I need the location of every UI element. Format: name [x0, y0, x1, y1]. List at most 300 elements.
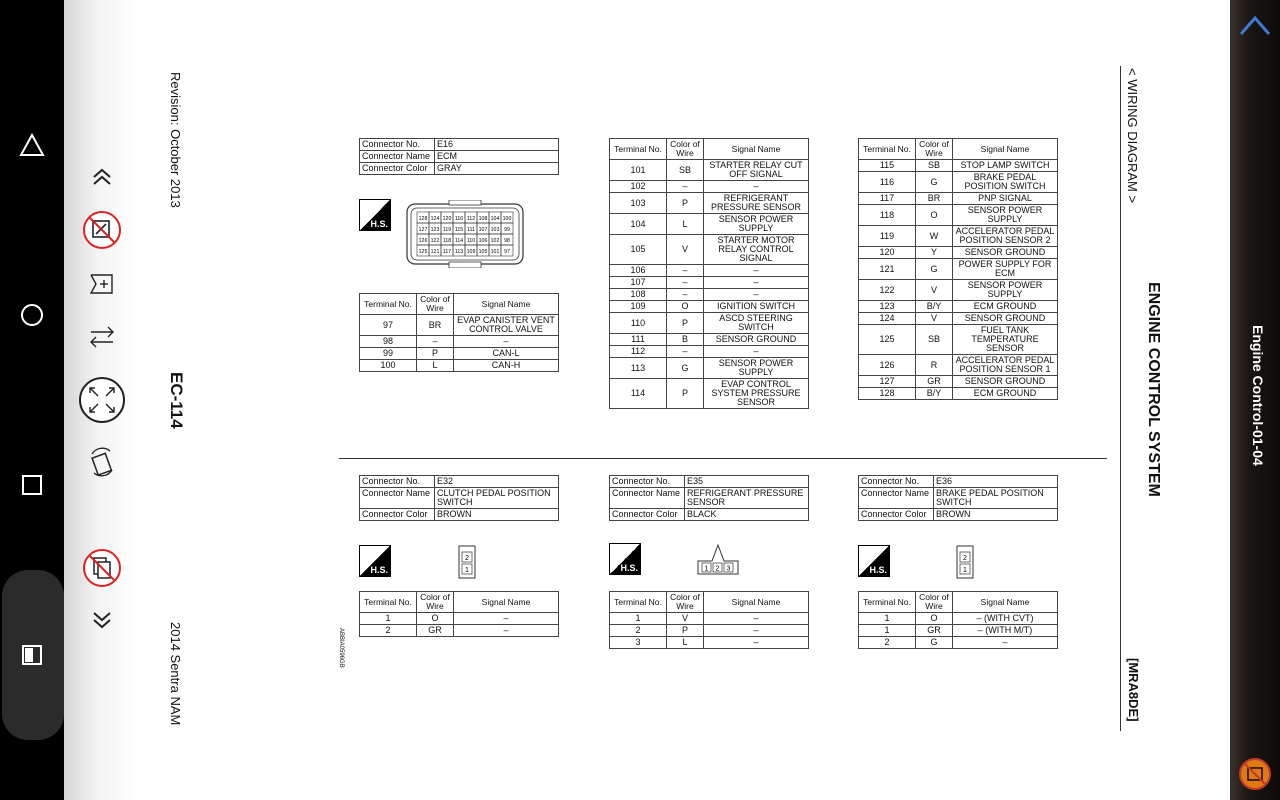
label-connector-color: Connector Color: [610, 509, 685, 521]
terminal-cell: 3: [610, 637, 667, 649]
e35-connector-no: E35: [685, 476, 809, 488]
e16-pin-label: 101: [490, 249, 500, 255]
page-down-button[interactable]: [74, 598, 130, 642]
e16-pin-label: 103: [490, 227, 500, 233]
no-crop-icon: [82, 210, 122, 250]
e36-info-table: [858, 475, 1058, 521]
vehicle-label: 2014 Sentra NAM: [168, 622, 183, 726]
signal-name-cell: –: [704, 181, 809, 193]
signal-name-cell: ACCELERATOR PEDAL POSITION SENSOR 2: [953, 226, 1058, 247]
wire-color-cell: L: [667, 637, 704, 649]
e32-connector-no: E32: [435, 476, 559, 488]
terminal-cell: 104: [610, 214, 667, 235]
table-row: [360, 625, 559, 637]
wire-color-cell: BR: [417, 315, 454, 336]
e16-pin-label: 125: [418, 249, 428, 255]
wire-color-cell: P: [667, 313, 704, 334]
fit-screen-icon: [78, 376, 126, 424]
table-row: [610, 214, 809, 235]
header-color-of-wire: Color of Wire: [916, 139, 953, 160]
wire-color-cell: G: [916, 172, 953, 193]
e32-pin-2: 2: [465, 555, 469, 562]
terminal-cell: 112: [610, 346, 667, 358]
e16-pin-label: 116: [454, 216, 464, 222]
signal-name-cell: –: [454, 613, 559, 625]
terminal-cell: 118: [859, 205, 916, 226]
signal-name-cell: –: [704, 277, 809, 289]
signal-name-cell: –: [704, 346, 809, 358]
e32-pin-1: 1: [465, 567, 469, 574]
e16-pin-label: 108: [478, 216, 488, 222]
terminal-cell: 101: [610, 160, 667, 181]
wire-color-cell: V: [667, 235, 704, 265]
table-row: [360, 613, 559, 625]
page-up-icon: [90, 165, 114, 189]
terminal-cell: 2: [360, 625, 417, 637]
signal-name-cell: – (WITH M/T): [953, 625, 1058, 637]
wire-color-cell: B: [667, 334, 704, 346]
e16-connector-color: GRAY: [435, 163, 559, 175]
terminal-cell: 100: [360, 360, 417, 372]
signal-name-cell: ACCELERATOR PEDAL POSITION SENSOR 1: [953, 355, 1058, 376]
terminal-cell: 119: [859, 226, 916, 247]
signal-name-cell: CAN-L: [454, 348, 559, 360]
signal-name-cell: ASCD STEERING SWITCH: [704, 313, 809, 334]
hs-badge-e32: [359, 545, 391, 577]
table-row: [360, 360, 559, 372]
label-connector-name: Connector Name: [859, 488, 934, 509]
wire-color-cell: –: [667, 289, 704, 301]
terminal-cell: 120: [859, 247, 916, 259]
label-connector-no: Connector No.: [610, 476, 685, 488]
table-row: [610, 313, 809, 334]
terminal-cell: 107: [610, 277, 667, 289]
header-terminal-no: Terminal No.: [360, 592, 417, 613]
signal-name-cell: –: [454, 625, 559, 637]
wire-color-cell: V: [667, 613, 704, 625]
header-color-of-wire: Color of Wire: [667, 139, 704, 160]
signal-name-cell: SENSOR GROUND: [953, 376, 1058, 388]
label-connector-color: Connector Color: [360, 163, 435, 175]
wire-color-cell: BR: [916, 193, 953, 205]
wire-color-cell: B/Y: [916, 301, 953, 313]
e16-connector-no: E16: [435, 139, 559, 151]
recents-button[interactable]: [0, 455, 64, 515]
signal-name-cell: SENSOR GROUND: [953, 247, 1058, 259]
table-row: [859, 172, 1058, 193]
terminal-cell: 126: [859, 355, 916, 376]
e35-pin-1: 1: [704, 565, 709, 573]
no-copy-icon: [82, 548, 122, 588]
terminal-cell: 121: [859, 259, 916, 280]
wire-color-cell: GR: [417, 625, 454, 637]
signal-name-cell: STOP LAMP SWITCH: [953, 160, 1058, 172]
wire-color-cell: P: [417, 348, 454, 360]
table-row: [610, 301, 809, 313]
e36-pin-1: 1: [963, 567, 967, 574]
terminal-cell: 117: [859, 193, 916, 205]
terminal-cell: 124: [859, 313, 916, 325]
page-number: EC-114: [167, 372, 186, 429]
e35-connector-name: REFRIGERANT PRESSURE SENSOR: [685, 488, 809, 509]
table-row: [610, 193, 809, 214]
header-color-of-wire: Color of Wire: [667, 592, 704, 613]
swap-icon: [88, 324, 116, 350]
signal-name-cell: –: [704, 637, 809, 649]
wire-color-cell: G: [916, 259, 953, 280]
e32-connector-face: [458, 545, 476, 579]
table-row: [859, 247, 1058, 259]
e35-connector-color: BLACK: [685, 509, 809, 521]
wire-color-cell: –: [667, 265, 704, 277]
bookmark-add-button[interactable]: [74, 262, 130, 306]
terminal-cell: 111: [610, 334, 667, 346]
chevron-up-icon: [1238, 10, 1272, 40]
wire-color-cell: V: [916, 280, 953, 301]
section-divider: [339, 458, 1107, 459]
e35-info-table: [609, 475, 809, 521]
e35-terminal-table: [609, 591, 809, 649]
swap-button[interactable]: [74, 315, 130, 359]
fit-screen-button[interactable]: [74, 378, 130, 422]
e16-pin-label: 123: [430, 227, 440, 233]
e35-pin-2: 2: [715, 565, 720, 573]
e16-pin-label: 109: [466, 249, 476, 255]
header-rule: [1120, 66, 1121, 731]
section-title: ENGINE CONTROL SYSTEM: [1145, 282, 1162, 497]
figure-code: ABBIA0596GB: [338, 628, 344, 668]
signal-name-cell: SENSOR GROUND: [704, 334, 809, 346]
terminal-cell: 110: [610, 313, 667, 334]
header-color-of-wire: Color of Wire: [417, 592, 454, 613]
hs-label: H.S.: [620, 563, 638, 573]
e16-pin-label: 114: [454, 238, 464, 244]
wire-color-cell: V: [916, 313, 953, 325]
label-connector-color: Connector Color: [859, 509, 934, 521]
label-connector-name: Connector Name: [610, 488, 685, 509]
e16-pin-label: 121: [430, 249, 440, 255]
terminal-cell: 106: [610, 265, 667, 277]
wire-color-cell: P: [667, 379, 704, 409]
label-connector-name: Connector Name: [360, 151, 435, 163]
home-button[interactable]: [0, 285, 64, 345]
terminal-cell: 127: [859, 376, 916, 388]
copy-disabled-button[interactable]: [74, 546, 130, 590]
terminal-cell: 1: [859, 613, 916, 625]
e36-pin-2: 2: [963, 555, 967, 562]
e36-connector-name: BRAKE PEDAL POSITION SWITCH: [934, 488, 1058, 509]
e16-connector-name: ECM: [435, 151, 559, 163]
e16-pin-label: 98: [504, 238, 510, 244]
header-signal-name: Signal Name: [953, 592, 1058, 613]
wire-color-cell: Y: [916, 247, 953, 259]
e32-connector-color: BROWN: [435, 509, 559, 521]
signal-name-cell: –: [454, 336, 559, 348]
e32-info-table: [359, 475, 559, 521]
e16-terminal-table-2: [609, 138, 809, 409]
wire-color-cell: G: [667, 358, 704, 379]
split-screen-button[interactable]: [0, 625, 64, 685]
page-down-icon: [90, 608, 114, 632]
table-row: [859, 205, 1058, 226]
split-screen-icon: [21, 644, 43, 666]
table-row: [360, 336, 559, 348]
back-button[interactable]: [0, 115, 64, 175]
table-row: [859, 388, 1058, 400]
e16-pin-label: 106: [478, 238, 488, 244]
e16-pin-label: 119: [442, 227, 452, 233]
android-nav-bar: [0, 0, 64, 800]
engine-code: [MRA8DE]: [1126, 658, 1141, 722]
back-icon: [19, 133, 45, 157]
e32-connector-name: CLUTCH PEDAL POSITION SWITCH: [435, 488, 559, 509]
e36-connector-color: BROWN: [934, 509, 1058, 521]
table-row: [859, 301, 1058, 313]
terminal-cell: 103: [610, 193, 667, 214]
terminal-cell: 1: [610, 613, 667, 625]
terminal-cell: 2: [859, 637, 916, 649]
label-connector-no: Connector No.: [360, 139, 435, 151]
terminal-cell: 125: [859, 325, 916, 355]
e16-pin-label: 107: [478, 227, 488, 233]
table-row: [610, 181, 809, 193]
signal-name-cell: SENSOR POWER SUPPLY: [704, 214, 809, 235]
table-row: [610, 613, 809, 625]
terminal-cell: 113: [610, 358, 667, 379]
table-row: [610, 637, 809, 649]
table-row: [610, 379, 809, 409]
page-up-button[interactable]: [74, 155, 130, 199]
header-terminal-no: Terminal No.: [859, 139, 916, 160]
e16-pin-label: 113: [454, 249, 464, 255]
disable-button[interactable]: [1236, 756, 1274, 792]
header-signal-name: Signal Name: [953, 139, 1058, 160]
terminal-cell: 114: [610, 379, 667, 409]
table-row: [610, 160, 809, 181]
block-icon: [1236, 756, 1274, 792]
signal-name-cell: FUEL TANK TEMPERATURE SENSOR: [953, 325, 1058, 355]
wire-color-cell: GR: [916, 625, 953, 637]
wire-color-cell: GR: [916, 376, 953, 388]
e16-pin-label: 124: [430, 216, 440, 222]
hs-label: H.S.: [370, 565, 388, 575]
terminal-cell: 116: [859, 172, 916, 193]
wire-color-cell: W: [916, 226, 953, 247]
header-signal-name: Signal Name: [454, 592, 559, 613]
signal-name-cell: EVAP CONTROL SYSTEM PRESSURE SENSOR: [704, 379, 809, 409]
terminal-cell: 105: [610, 235, 667, 265]
wire-color-cell: –: [667, 277, 704, 289]
table-row: [859, 280, 1058, 301]
table-row: [859, 613, 1058, 625]
header-color-of-wire: Color of Wire: [916, 592, 953, 613]
e16-pin-label: 120: [442, 216, 452, 222]
e16-connector-face: [405, 200, 525, 268]
wire-color-cell: O: [417, 613, 454, 625]
signal-name-cell: –: [704, 289, 809, 301]
table-row: [859, 625, 1058, 637]
terminal-cell: 97: [360, 315, 417, 336]
e16-pin-label: 104: [490, 216, 500, 222]
wire-color-cell: SB: [916, 325, 953, 355]
e16-pin-label: 105: [478, 249, 488, 255]
e36-connector-no: E36: [934, 476, 1058, 488]
wire-color-cell: L: [417, 360, 454, 372]
table-row: [610, 346, 809, 358]
e16-terminal-table-3: [858, 138, 1058, 400]
table-row: [610, 289, 809, 301]
signal-name-cell: IGNITION SWITCH: [704, 301, 809, 313]
wire-color-cell: SB: [667, 160, 704, 181]
e16-pin-label: 99: [504, 227, 510, 233]
signal-name-cell: – (WITH CVT): [953, 613, 1058, 625]
table-row: [859, 376, 1058, 388]
hs-badge-e16: [359, 199, 391, 231]
e35-pin-3: 3: [726, 565, 731, 573]
table-row: [859, 193, 1058, 205]
table-row: [859, 355, 1058, 376]
table-row: [859, 259, 1058, 280]
header-terminal-no: Terminal No.: [859, 592, 916, 613]
header-terminal-no: Terminal No.: [610, 592, 667, 613]
signal-name-cell: CAN-H: [454, 360, 559, 372]
e32-terminal-table: [359, 591, 559, 637]
signal-name-cell: ECM GROUND: [953, 388, 1058, 400]
e35-connector-face: [697, 543, 739, 575]
label-connector-color: Connector Color: [360, 509, 435, 521]
terminal-cell: 1: [360, 613, 417, 625]
signal-name-cell: STARTER RELAY CUT OFF SIGNAL: [704, 160, 809, 181]
signal-name-cell: –: [704, 625, 809, 637]
wire-color-cell: R: [916, 355, 953, 376]
header-signal-name: Signal Name: [704, 592, 809, 613]
wire-color-cell: B/Y: [916, 388, 953, 400]
e16-pin-label: 115: [454, 227, 464, 233]
header-signal-name: Signal Name: [454, 294, 559, 315]
e16-terminal-table-1: [359, 293, 559, 372]
recents-icon: [20, 473, 44, 497]
crop-disabled-button[interactable]: [74, 208, 130, 252]
hs-badge-e36: [858, 545, 890, 577]
hs-badge-e35: [609, 543, 641, 575]
wire-color-cell: O: [916, 205, 953, 226]
terminal-cell: 123: [859, 301, 916, 313]
terminal-cell: 102: [610, 181, 667, 193]
hs-label: H.S.: [869, 565, 887, 575]
table-row: [610, 358, 809, 379]
terminal-cell: 99: [360, 348, 417, 360]
terminal-cell: 2: [610, 625, 667, 637]
label-connector-no: Connector No.: [360, 476, 435, 488]
signal-name-cell: SENSOR POWER SUPPLY: [953, 280, 1058, 301]
e16-pin-label: 127: [418, 227, 428, 233]
header-signal-name: Signal Name: [704, 139, 809, 160]
terminal-cell: 1: [859, 625, 916, 637]
e16-info-table: [359, 138, 559, 175]
signal-name-cell: BRAKE PEDAL POSITION SWITCH: [953, 172, 1058, 193]
e16-pin-label: 118: [442, 238, 452, 244]
viewer-toolbar: [64, 0, 140, 800]
table-row: [610, 277, 809, 289]
wire-color-cell: –: [417, 336, 454, 348]
label-connector-no: Connector No.: [859, 476, 934, 488]
wire-color-cell: O: [916, 613, 953, 625]
wire-color-cell: –: [667, 346, 704, 358]
document-title-text: Engine Control-01-04: [1250, 325, 1266, 466]
wire-color-cell: P: [667, 625, 704, 637]
wire-color-cell: P: [667, 193, 704, 214]
signal-name-cell: –: [704, 613, 809, 625]
section-header: < WIRING DIAGRAM >: [1125, 68, 1140, 204]
wire-color-cell: –: [667, 181, 704, 193]
e16-pin-label: 112: [466, 216, 476, 222]
terminal-cell: 115: [859, 160, 916, 172]
table-row: [610, 265, 809, 277]
signal-name-cell: PNP SIGNAL: [953, 193, 1058, 205]
signal-name-cell: POWER SUPPLY FOR ECM: [953, 259, 1058, 280]
terminal-cell: 109: [610, 301, 667, 313]
e16-pin-label: 117: [442, 249, 452, 255]
e36-terminal-table: [858, 591, 1058, 649]
signal-name-cell: REFRIGERANT PRESSURE SENSOR: [704, 193, 809, 214]
scroll-top-button[interactable]: [1238, 10, 1272, 40]
table-row: [610, 235, 809, 265]
e16-pin-label: 128: [418, 216, 428, 222]
header-terminal-no: Terminal No.: [610, 139, 667, 160]
table-row: [360, 348, 559, 360]
table-row: [859, 226, 1058, 247]
signal-name-cell: SENSOR POWER SUPPLY: [704, 358, 809, 379]
table-row: [859, 160, 1058, 172]
header-color-of-wire: Color of Wire: [417, 294, 454, 315]
terminal-cell: 122: [859, 280, 916, 301]
bookmark-add-icon: [88, 272, 116, 296]
wire-color-cell: SB: [916, 160, 953, 172]
signal-name-cell: STARTER MOTOR RELAY CONTROL SIGNAL: [704, 235, 809, 265]
table-row: [360, 315, 559, 336]
signal-name-cell: ECM GROUND: [953, 301, 1058, 313]
table-row: [859, 637, 1058, 649]
label-connector-name: Connector Name: [360, 488, 435, 509]
e36-connector-face: [956, 545, 974, 579]
e16-pin-label: 110: [466, 238, 476, 244]
e16-pin-label: 100: [502, 216, 512, 222]
wire-color-cell: O: [667, 301, 704, 313]
table-row: [610, 334, 809, 346]
document-title: [1246, 325, 1266, 485]
table-row: [859, 313, 1058, 325]
rotate-button[interactable]: [74, 440, 130, 484]
hs-label: H.S.: [370, 219, 388, 229]
signal-name-cell: –: [704, 265, 809, 277]
signal-name-cell: SENSOR POWER SUPPLY: [953, 205, 1058, 226]
e16-pin-label: 122: [430, 238, 440, 244]
e16-pin-label: 102: [490, 238, 500, 244]
header-terminal-no: Terminal No.: [360, 294, 417, 315]
terminal-cell: 108: [610, 289, 667, 301]
wire-color-cell: L: [667, 214, 704, 235]
table-row: [859, 325, 1058, 355]
table-row: [610, 625, 809, 637]
terminal-cell: 128: [859, 388, 916, 400]
rotate-icon: [86, 446, 118, 478]
signal-name-cell: –: [953, 637, 1058, 649]
e16-pin-label: 126: [418, 238, 428, 244]
e16-pin-label: 111: [467, 227, 475, 233]
signal-name-cell: EVAP CANISTER VENT CONTROL VALVE: [454, 315, 559, 336]
revision-label: Revision: October 2013: [168, 72, 183, 208]
e16-pin-label: 97: [504, 249, 510, 255]
